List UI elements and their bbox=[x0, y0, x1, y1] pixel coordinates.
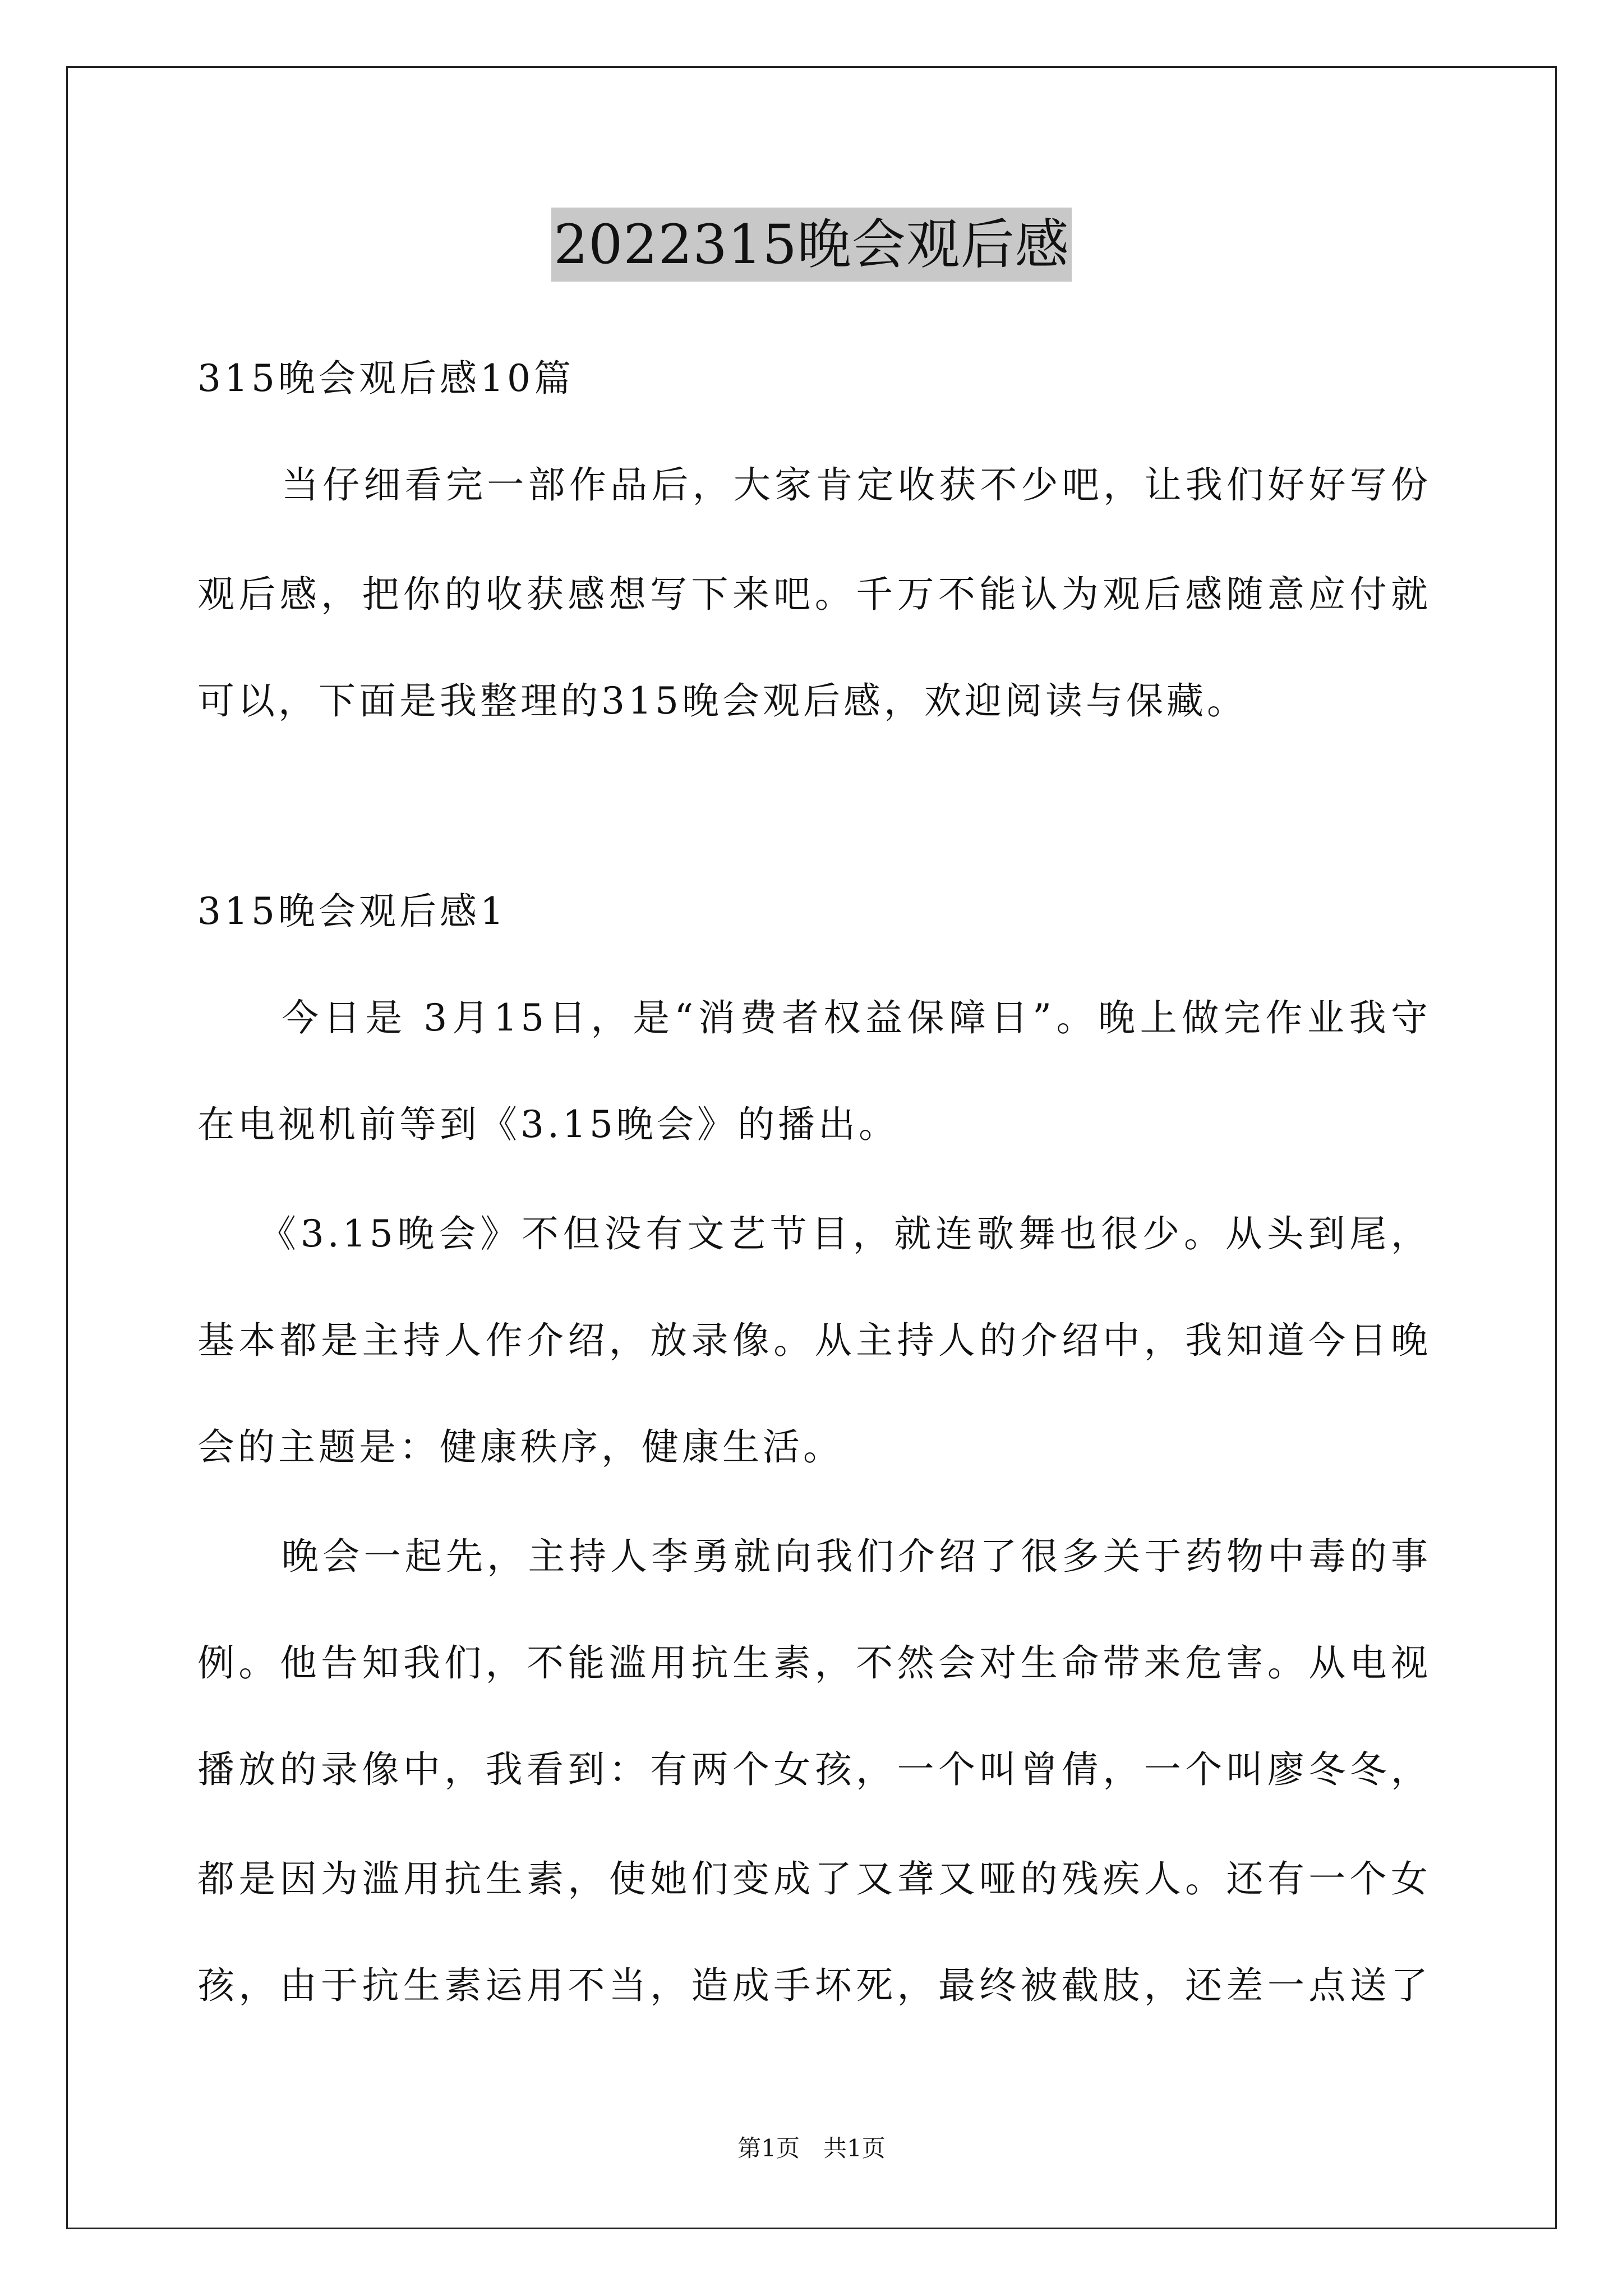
paragraph-line: 观后感，把你的收获感想写下来吧。千万不能认为观后感随意应付就 bbox=[197, 573, 1431, 616]
page-footer: 第1页 共1页 bbox=[737, 2134, 886, 2162]
document-title bbox=[0, 208, 1623, 280]
paragraph-line: 会的主题是：健康秩序，健康生活。 bbox=[197, 1425, 843, 1469]
paragraph-line: 可以，下面是我整理的315晚会观后感，欢迎阅读与保藏。 bbox=[197, 679, 1247, 723]
section-heading: 315晚会观后感1 bbox=[197, 890, 507, 933]
paragraph-line: 当仔细看完一部作品后，大家肯定收获不少吧，让我们好好写份 bbox=[282, 463, 1431, 507]
document-title-text: 2022315晚会观后感 bbox=[551, 208, 1072, 282]
paragraph-line: 播放的录像中，我看到：有两个女孩，一个叫曾倩，一个叫廖冬冬， bbox=[197, 1748, 1431, 1791]
paragraph-line: 在电视机前等到《3.15晚会》的播出。 bbox=[197, 1103, 899, 1146]
paragraph-line: 例。他告知我们，不能滥用抗生素，不然会对生命带来危害。从电视 bbox=[197, 1641, 1431, 1685]
subtitle-line: 315晚会观后感10篇 bbox=[197, 357, 574, 400]
paragraph-line: 晚会一起先，主持人李勇就向我们介绍了很多关于药物中毒的事 bbox=[282, 1535, 1431, 1578]
paragraph-line: 今日是 3月15日，是“消费者权益保障日”。晚上做完作业我守 bbox=[282, 996, 1431, 1039]
paragraph-line: 都是因为滥用抗生素，使她们变成了又聋又哑的残疾人。还有一个女 bbox=[197, 1857, 1431, 1901]
paragraph-line: 孩，由于抗生素运用不当，造成手坏死，最终被截肢，还差一点送了 bbox=[197, 1964, 1431, 2007]
paragraph-line: 《3.15晚会》不但没有文艺节目，就连歌舞也很少。从头到尾， bbox=[259, 1212, 1431, 1255]
paragraph-line: 基本都是主持人作介绍，放录像。从主持人的介绍中，我知道今日晚 bbox=[197, 1319, 1431, 1362]
